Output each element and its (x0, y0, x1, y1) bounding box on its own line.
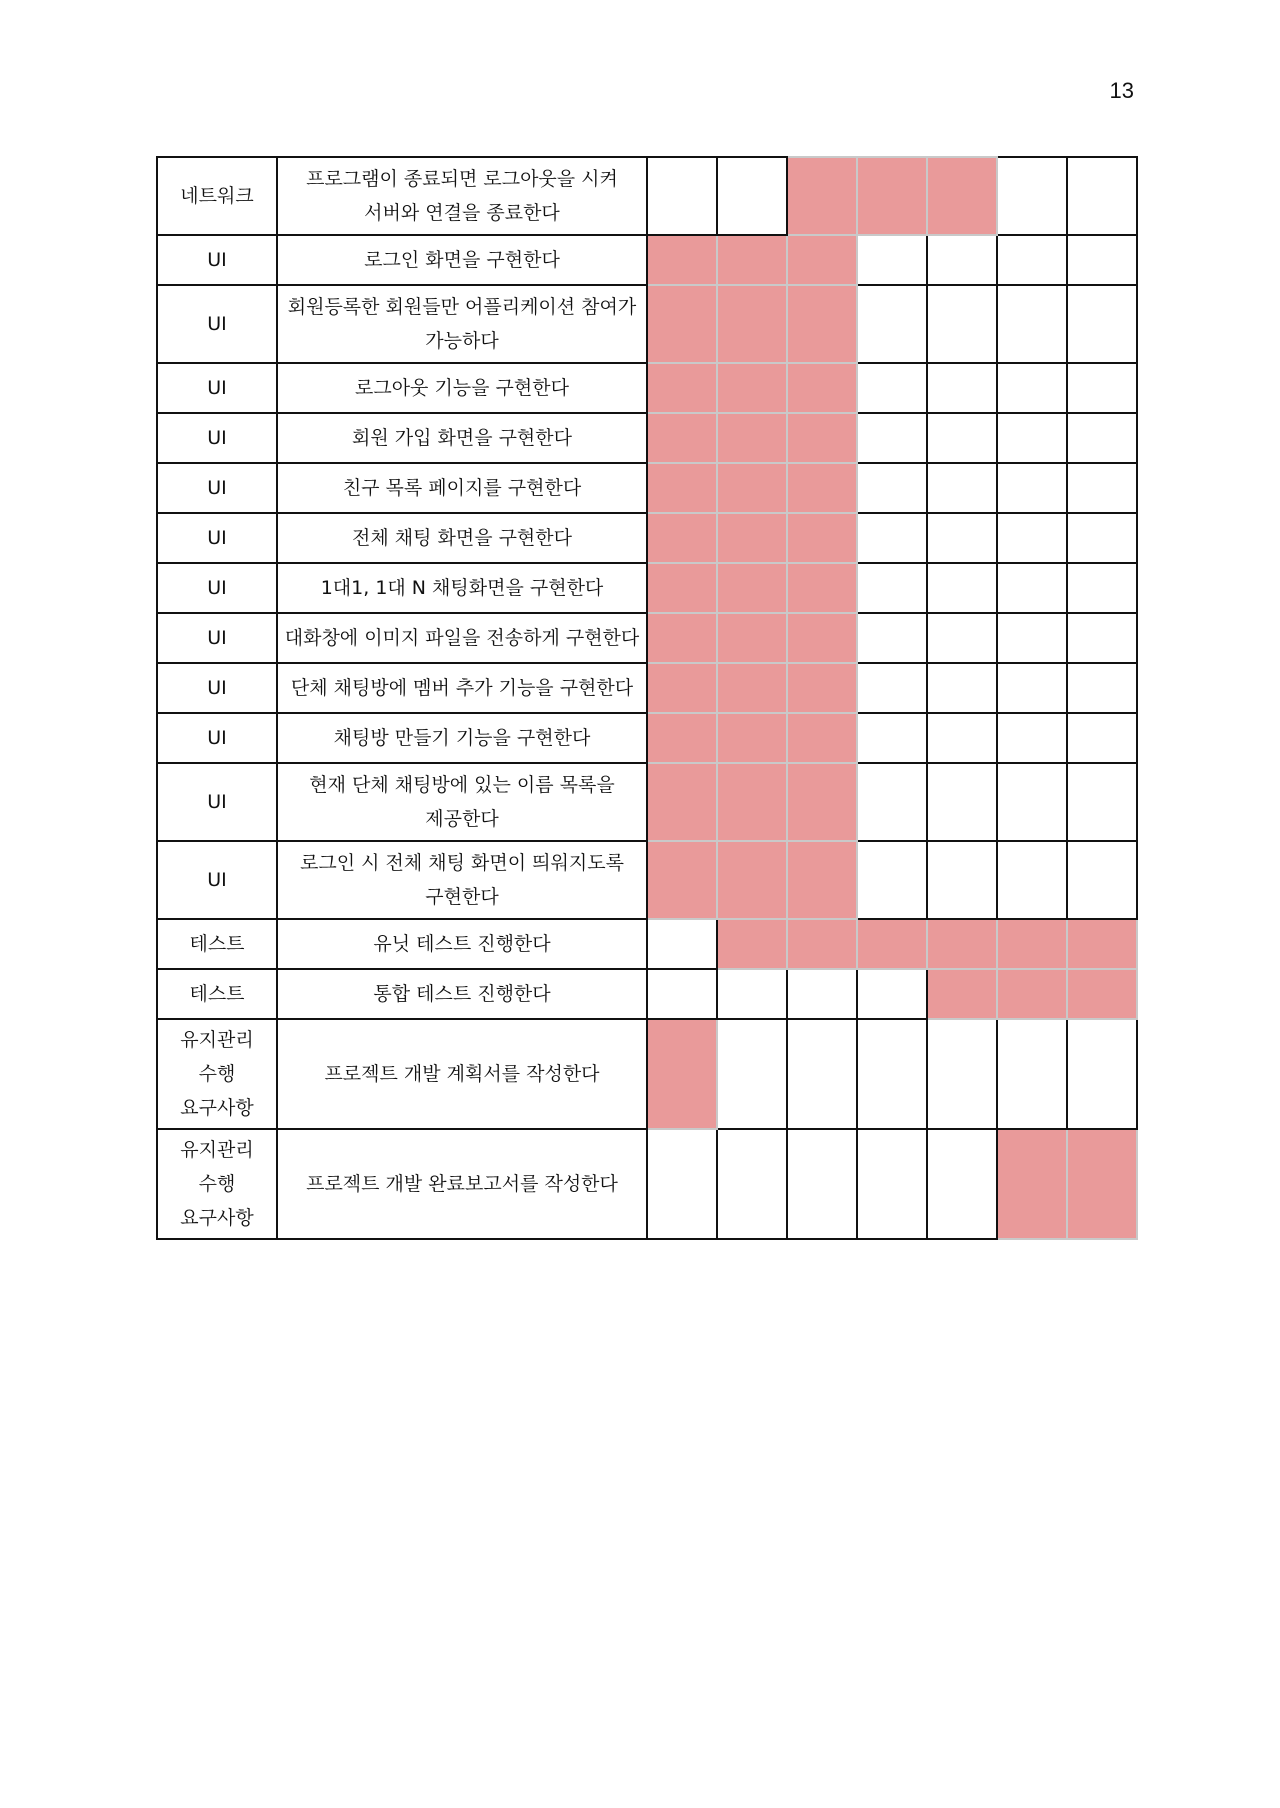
week-cell-empty (1067, 413, 1137, 463)
week-cell-empty (927, 763, 997, 841)
task-cell (277, 1129, 647, 1239)
week-cell-empty (927, 513, 997, 563)
week-cell-scheduled (787, 763, 857, 841)
task-cell (277, 285, 647, 363)
week-cell-empty (857, 235, 927, 285)
week-cell-empty (1067, 841, 1137, 919)
week-cell-empty (997, 841, 1067, 919)
week-cell-empty (1067, 763, 1137, 841)
week-cell-empty (927, 563, 997, 613)
week-cell-scheduled (787, 285, 857, 363)
table-row (157, 563, 1137, 613)
week-cell-scheduled (647, 235, 717, 285)
task-cell (277, 919, 647, 969)
week-cell-scheduled (717, 563, 787, 613)
week-cell-scheduled (717, 763, 787, 841)
table-row (157, 235, 1137, 285)
category-cell (157, 613, 277, 663)
week-cell-scheduled (647, 613, 717, 663)
week-cell-scheduled (787, 413, 857, 463)
week-cell-scheduled (997, 969, 1067, 1019)
week-cell-empty (1067, 157, 1137, 235)
week-cell-empty (857, 363, 927, 413)
week-cell-scheduled (717, 841, 787, 919)
table-row (157, 1129, 1137, 1239)
schedule-table (156, 156, 1138, 1240)
week-cell-scheduled (787, 663, 857, 713)
week-cell-scheduled (647, 713, 717, 763)
table-row (157, 969, 1137, 1019)
table-row (157, 613, 1137, 663)
week-cell-empty (857, 1019, 927, 1129)
week-cell-scheduled (1067, 969, 1137, 1019)
page-number: 13 (1109, 78, 1134, 103)
week-cell-scheduled (1067, 919, 1137, 969)
category-label: UI (207, 869, 227, 891)
week-cell-empty (927, 413, 997, 463)
week-cell-scheduled (787, 363, 857, 413)
category-label: UI (207, 249, 227, 271)
week-cell-scheduled (647, 841, 717, 919)
task-label: 회원 가입 화면을 구현한다 (351, 427, 572, 449)
task-cell (277, 463, 647, 513)
week-cell-empty (787, 969, 857, 1019)
task-label: 회원등록한 회원들만 어플리케이션 참여가 가능하다 (287, 296, 637, 352)
week-cell-scheduled (787, 235, 857, 285)
week-cell-scheduled (647, 563, 717, 613)
week-cell-empty (1067, 235, 1137, 285)
task-cell (277, 841, 647, 919)
task-label: 친구 목록 페이지를 구현한다 (342, 477, 582, 499)
week-cell-scheduled (857, 157, 927, 235)
week-cell-empty (927, 363, 997, 413)
task-label: 채팅방 만들기 기능을 구현한다 (333, 727, 591, 749)
week-cell-scheduled (647, 463, 717, 513)
week-cell-scheduled (717, 919, 787, 969)
category-cell (157, 969, 277, 1019)
category-cell (157, 235, 277, 285)
task-cell (277, 613, 647, 663)
category-label: 네트워크 (180, 185, 254, 207)
week-cell-scheduled (787, 563, 857, 613)
table-row (157, 919, 1137, 969)
week-cell-empty (1067, 513, 1137, 563)
task-label: 로그인 화면을 구현한다 (364, 249, 560, 271)
week-cell-empty (927, 663, 997, 713)
category-label: UI (207, 577, 227, 599)
week-cell-scheduled (717, 613, 787, 663)
week-cell-empty (857, 463, 927, 513)
category-cell (157, 157, 277, 235)
category-cell (157, 363, 277, 413)
week-cell-empty (787, 1129, 857, 1239)
week-cell-empty (647, 919, 717, 969)
week-cell-scheduled (647, 363, 717, 413)
week-cell-scheduled (647, 663, 717, 713)
week-cell-empty (997, 235, 1067, 285)
category-label: UI (207, 727, 227, 749)
table-row (157, 713, 1137, 763)
task-label: 대화창에 이미지 파일을 전송하게 구현한다 (284, 627, 640, 649)
category-cell (157, 919, 277, 969)
category-label: 테스트 (189, 933, 245, 955)
week-cell-empty (1067, 363, 1137, 413)
task-label: 로그인 시 전체 채팅 화면이 띄워지도록 구현한다 (300, 852, 624, 908)
week-cell-empty (717, 969, 787, 1019)
table-row (157, 157, 1137, 235)
week-cell-scheduled (647, 285, 717, 363)
week-cell-scheduled (927, 157, 997, 235)
week-cell-empty (717, 157, 787, 235)
category-label: 유지관리 수행 요구사항 (180, 1139, 254, 1229)
week-cell-scheduled (717, 463, 787, 513)
category-cell (157, 1129, 277, 1239)
week-cell-empty (1067, 463, 1137, 513)
category-cell (157, 413, 277, 463)
week-cell-scheduled (787, 919, 857, 969)
week-cell-empty (927, 841, 997, 919)
task-label: 프로젝트 개발 완료보고서를 작성한다 (306, 1173, 618, 1195)
week-cell-scheduled (787, 713, 857, 763)
week-cell-empty (717, 1019, 787, 1129)
week-cell-scheduled (787, 841, 857, 919)
task-cell (277, 1019, 647, 1129)
category-label: UI (207, 313, 227, 335)
category-cell (157, 563, 277, 613)
table-row (157, 463, 1137, 513)
category-label: UI (207, 791, 227, 813)
week-cell-empty (997, 1019, 1067, 1129)
week-cell-empty (857, 413, 927, 463)
category-cell (157, 841, 277, 919)
week-cell-empty (1067, 663, 1137, 713)
week-cell-empty (647, 157, 717, 235)
week-cell-empty (997, 613, 1067, 663)
task-cell (277, 157, 647, 235)
task-label: 1대1, 1대 N 채팅화면을 구현한다 (320, 577, 604, 599)
week-cell-empty (997, 513, 1067, 563)
table-row (157, 363, 1137, 413)
table-row (157, 1019, 1137, 1129)
category-label: 테스트 (189, 983, 245, 1005)
table-row (157, 763, 1137, 841)
category-cell (157, 463, 277, 513)
category-cell (157, 763, 277, 841)
week-cell-empty (1067, 613, 1137, 663)
task-cell (277, 235, 647, 285)
week-cell-scheduled (717, 285, 787, 363)
week-cell-empty (857, 763, 927, 841)
week-cell-scheduled (717, 513, 787, 563)
category-cell (157, 513, 277, 563)
week-cell-empty (647, 1129, 717, 1239)
category-label: UI (207, 427, 227, 449)
task-cell (277, 663, 647, 713)
week-cell-scheduled (717, 413, 787, 463)
week-cell-scheduled (787, 513, 857, 563)
week-cell-empty (857, 563, 927, 613)
week-cell-scheduled (787, 613, 857, 663)
week-cell-empty (787, 1019, 857, 1129)
week-cell-scheduled (647, 763, 717, 841)
task-label: 단체 채팅방에 멤버 추가 기능을 구현한다 (290, 677, 634, 699)
task-label: 전체 채팅 화면을 구현한다 (351, 527, 572, 549)
category-label: UI (207, 477, 227, 499)
task-label: 로그아웃 기능을 구현한다 (355, 377, 569, 399)
week-cell-scheduled (647, 413, 717, 463)
task-cell (277, 363, 647, 413)
week-cell-empty (997, 713, 1067, 763)
week-cell-empty (857, 285, 927, 363)
week-cell-empty (717, 1129, 787, 1239)
task-cell (277, 413, 647, 463)
week-cell-empty (857, 613, 927, 663)
task-cell (277, 563, 647, 613)
week-cell-scheduled (857, 919, 927, 969)
week-cell-empty (997, 157, 1067, 235)
task-cell (277, 713, 647, 763)
week-cell-scheduled (927, 969, 997, 1019)
schedule-body (157, 157, 1137, 1239)
week-cell-empty (927, 1129, 997, 1239)
task-cell (277, 763, 647, 841)
table-row (157, 841, 1137, 919)
week-cell-empty (997, 363, 1067, 413)
week-cell-scheduled (647, 1019, 717, 1129)
table-row (157, 413, 1137, 463)
week-cell-empty (927, 285, 997, 363)
week-cell-empty (1067, 1019, 1137, 1129)
category-cell (157, 285, 277, 363)
week-cell-empty (997, 663, 1067, 713)
week-cell-empty (857, 513, 927, 563)
week-cell-scheduled (997, 919, 1067, 969)
week-cell-scheduled (1067, 1129, 1137, 1239)
category-cell (157, 663, 277, 713)
table-row (157, 513, 1137, 563)
week-cell-empty (927, 613, 997, 663)
week-cell-empty (997, 763, 1067, 841)
week-cell-empty (857, 969, 927, 1019)
week-cell-scheduled (927, 919, 997, 969)
week-cell-scheduled (717, 713, 787, 763)
week-cell-empty (927, 463, 997, 513)
week-cell-empty (927, 235, 997, 285)
task-label: 통합 테스트 진행한다 (373, 983, 551, 1005)
week-cell-empty (857, 713, 927, 763)
category-label: UI (207, 377, 227, 399)
table-row (157, 663, 1137, 713)
category-cell (157, 713, 277, 763)
week-cell-empty (997, 413, 1067, 463)
week-cell-empty (997, 563, 1067, 613)
week-cell-empty (857, 663, 927, 713)
category-label: 유지관리 수행 요구사항 (180, 1029, 254, 1119)
week-cell-empty (997, 285, 1067, 363)
table-row (157, 285, 1137, 363)
week-cell-scheduled (787, 463, 857, 513)
task-cell (277, 969, 647, 1019)
week-cell-scheduled (717, 663, 787, 713)
task-label: 프로젝트 개발 계획서를 작성한다 (324, 1063, 600, 1085)
week-cell-empty (927, 713, 997, 763)
week-cell-empty (857, 1129, 927, 1239)
week-cell-scheduled (717, 235, 787, 285)
week-cell-empty (857, 841, 927, 919)
week-cell-empty (1067, 285, 1137, 363)
week-cell-scheduled (647, 513, 717, 563)
week-cell-empty (1067, 563, 1137, 613)
week-cell-empty (927, 1019, 997, 1129)
task-label: 현재 단체 채팅방에 있는 이름 목록을 제공한다 (309, 774, 615, 830)
category-label: UI (207, 527, 227, 549)
task-label: 유닛 테스트 진행한다 (373, 933, 551, 955)
week-cell-scheduled (997, 1129, 1067, 1239)
task-label: 프로그램이 종료되면 로그아웃을 시켜 서버와 연결을 종료한다 (306, 168, 618, 224)
week-cell-scheduled (717, 363, 787, 413)
week-cell-empty (1067, 713, 1137, 763)
category-cell (157, 1019, 277, 1129)
week-cell-empty (647, 969, 717, 1019)
category-label: UI (207, 677, 227, 699)
task-cell (277, 513, 647, 563)
week-cell-scheduled (787, 157, 857, 235)
week-cell-empty (997, 463, 1067, 513)
category-label: UI (207, 627, 227, 649)
